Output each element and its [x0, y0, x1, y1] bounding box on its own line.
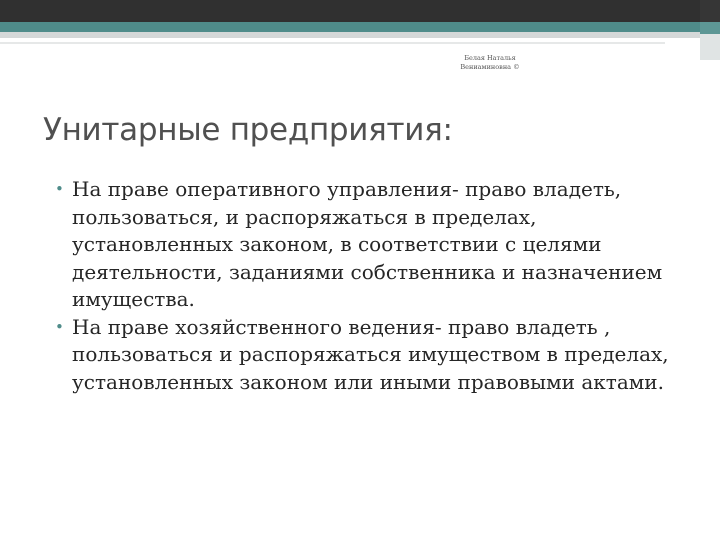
- bullet-list: [50, 176, 690, 396]
- header-dark-band: [0, 0, 700, 22]
- author-note: [420, 54, 560, 72]
- bullet-marker-icon: •: [55, 317, 64, 336]
- author-name: Белая Наталья: [464, 54, 516, 62]
- author-patronymic: Вениаминовна ©: [460, 63, 520, 71]
- bullet-item-operational-management: [50, 176, 690, 314]
- bullet-text: На праве хозяйственного ведения- право владеть , пользоваться и распоряжаться имуществом в пределах, установленных законом или иными правовыми актами.: [72, 314, 669, 394]
- bullet-marker-icon: •: [55, 180, 64, 198]
- header-corner-accent: [700, 0, 720, 60]
- header-teal-band: [0, 22, 700, 32]
- header-light-band: [0, 32, 700, 38]
- bullet-item-economic-management: [50, 314, 690, 397]
- header-thin-line: [0, 42, 665, 44]
- bullet-text: На праве оперативного управления- право владеть, пользоваться, и распоряжаться в пределах, установленных законом, в соответствии с целями деятельности, заданиями собственника и назначением имущества.: [72, 177, 663, 311]
- slide-title: Унитарные предприятия:: [43, 112, 453, 148]
